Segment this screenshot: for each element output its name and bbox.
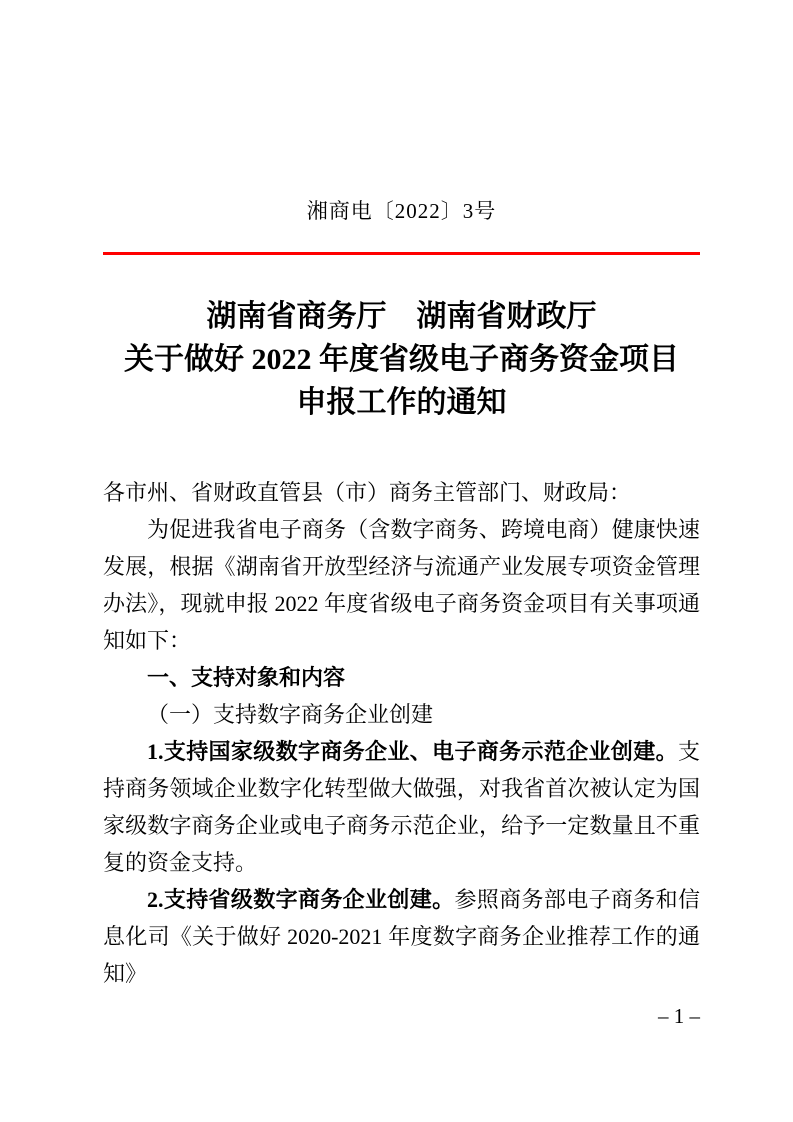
item-2-paragraph <box>103 881 700 992</box>
document-content <box>103 0 700 992</box>
title-line-1: 湖南省商务厅 湖南省财政厅 <box>206 300 597 333</box>
item-1-paragraph <box>103 733 700 881</box>
page-number: – 1 – <box>658 1004 700 1028</box>
document-body <box>103 474 700 992</box>
section-1-sub-1-heading: （一）支持数字商务企业创建 <box>147 702 434 727</box>
item-1-bold-lead: 1.支持国家级数字商务企业、电子商务示范企业创建。 <box>147 739 678 764</box>
intro-paragraph: 为促进我省电子商务（含数字商务、跨境电商）健康快速发展，根据《湖南省开放型经济与流通产业发展专项资金管理办法》，现就申报 2022 年度省级电子商务资金项目有关事项通知如下： <box>103 517 700 653</box>
title-line-3: 申报工作的通知 <box>296 386 507 419</box>
item-2-bold-lead: 2.支持省级数字商务企业创建。 <box>147 887 455 912</box>
item-2-text: 参照商务部电子商务和信息化司《关于做好 2020-2021 年度数字商务企业推荐工作的通知》 <box>103 887 700 986</box>
salutation: 各市州、省财政直管县（市）商务主管部门、财政局： <box>103 480 632 505</box>
section-1-heading: 一、支持对象和内容 <box>147 665 346 690</box>
document-number: 湘商电〔2022〕3号 <box>306 199 497 223</box>
item-1-text: 支持商务领域企业数字化转型做大做强，对我省首次被认定为国家级数字商务企业或电子商务示范企业，给予一定数量且不重复的资金支持。 <box>103 739 700 875</box>
title-line-2: 关于做好 2022 年度省级电子商务资金项目 <box>124 343 679 376</box>
red-divider <box>103 252 700 255</box>
document-title <box>103 295 700 424</box>
